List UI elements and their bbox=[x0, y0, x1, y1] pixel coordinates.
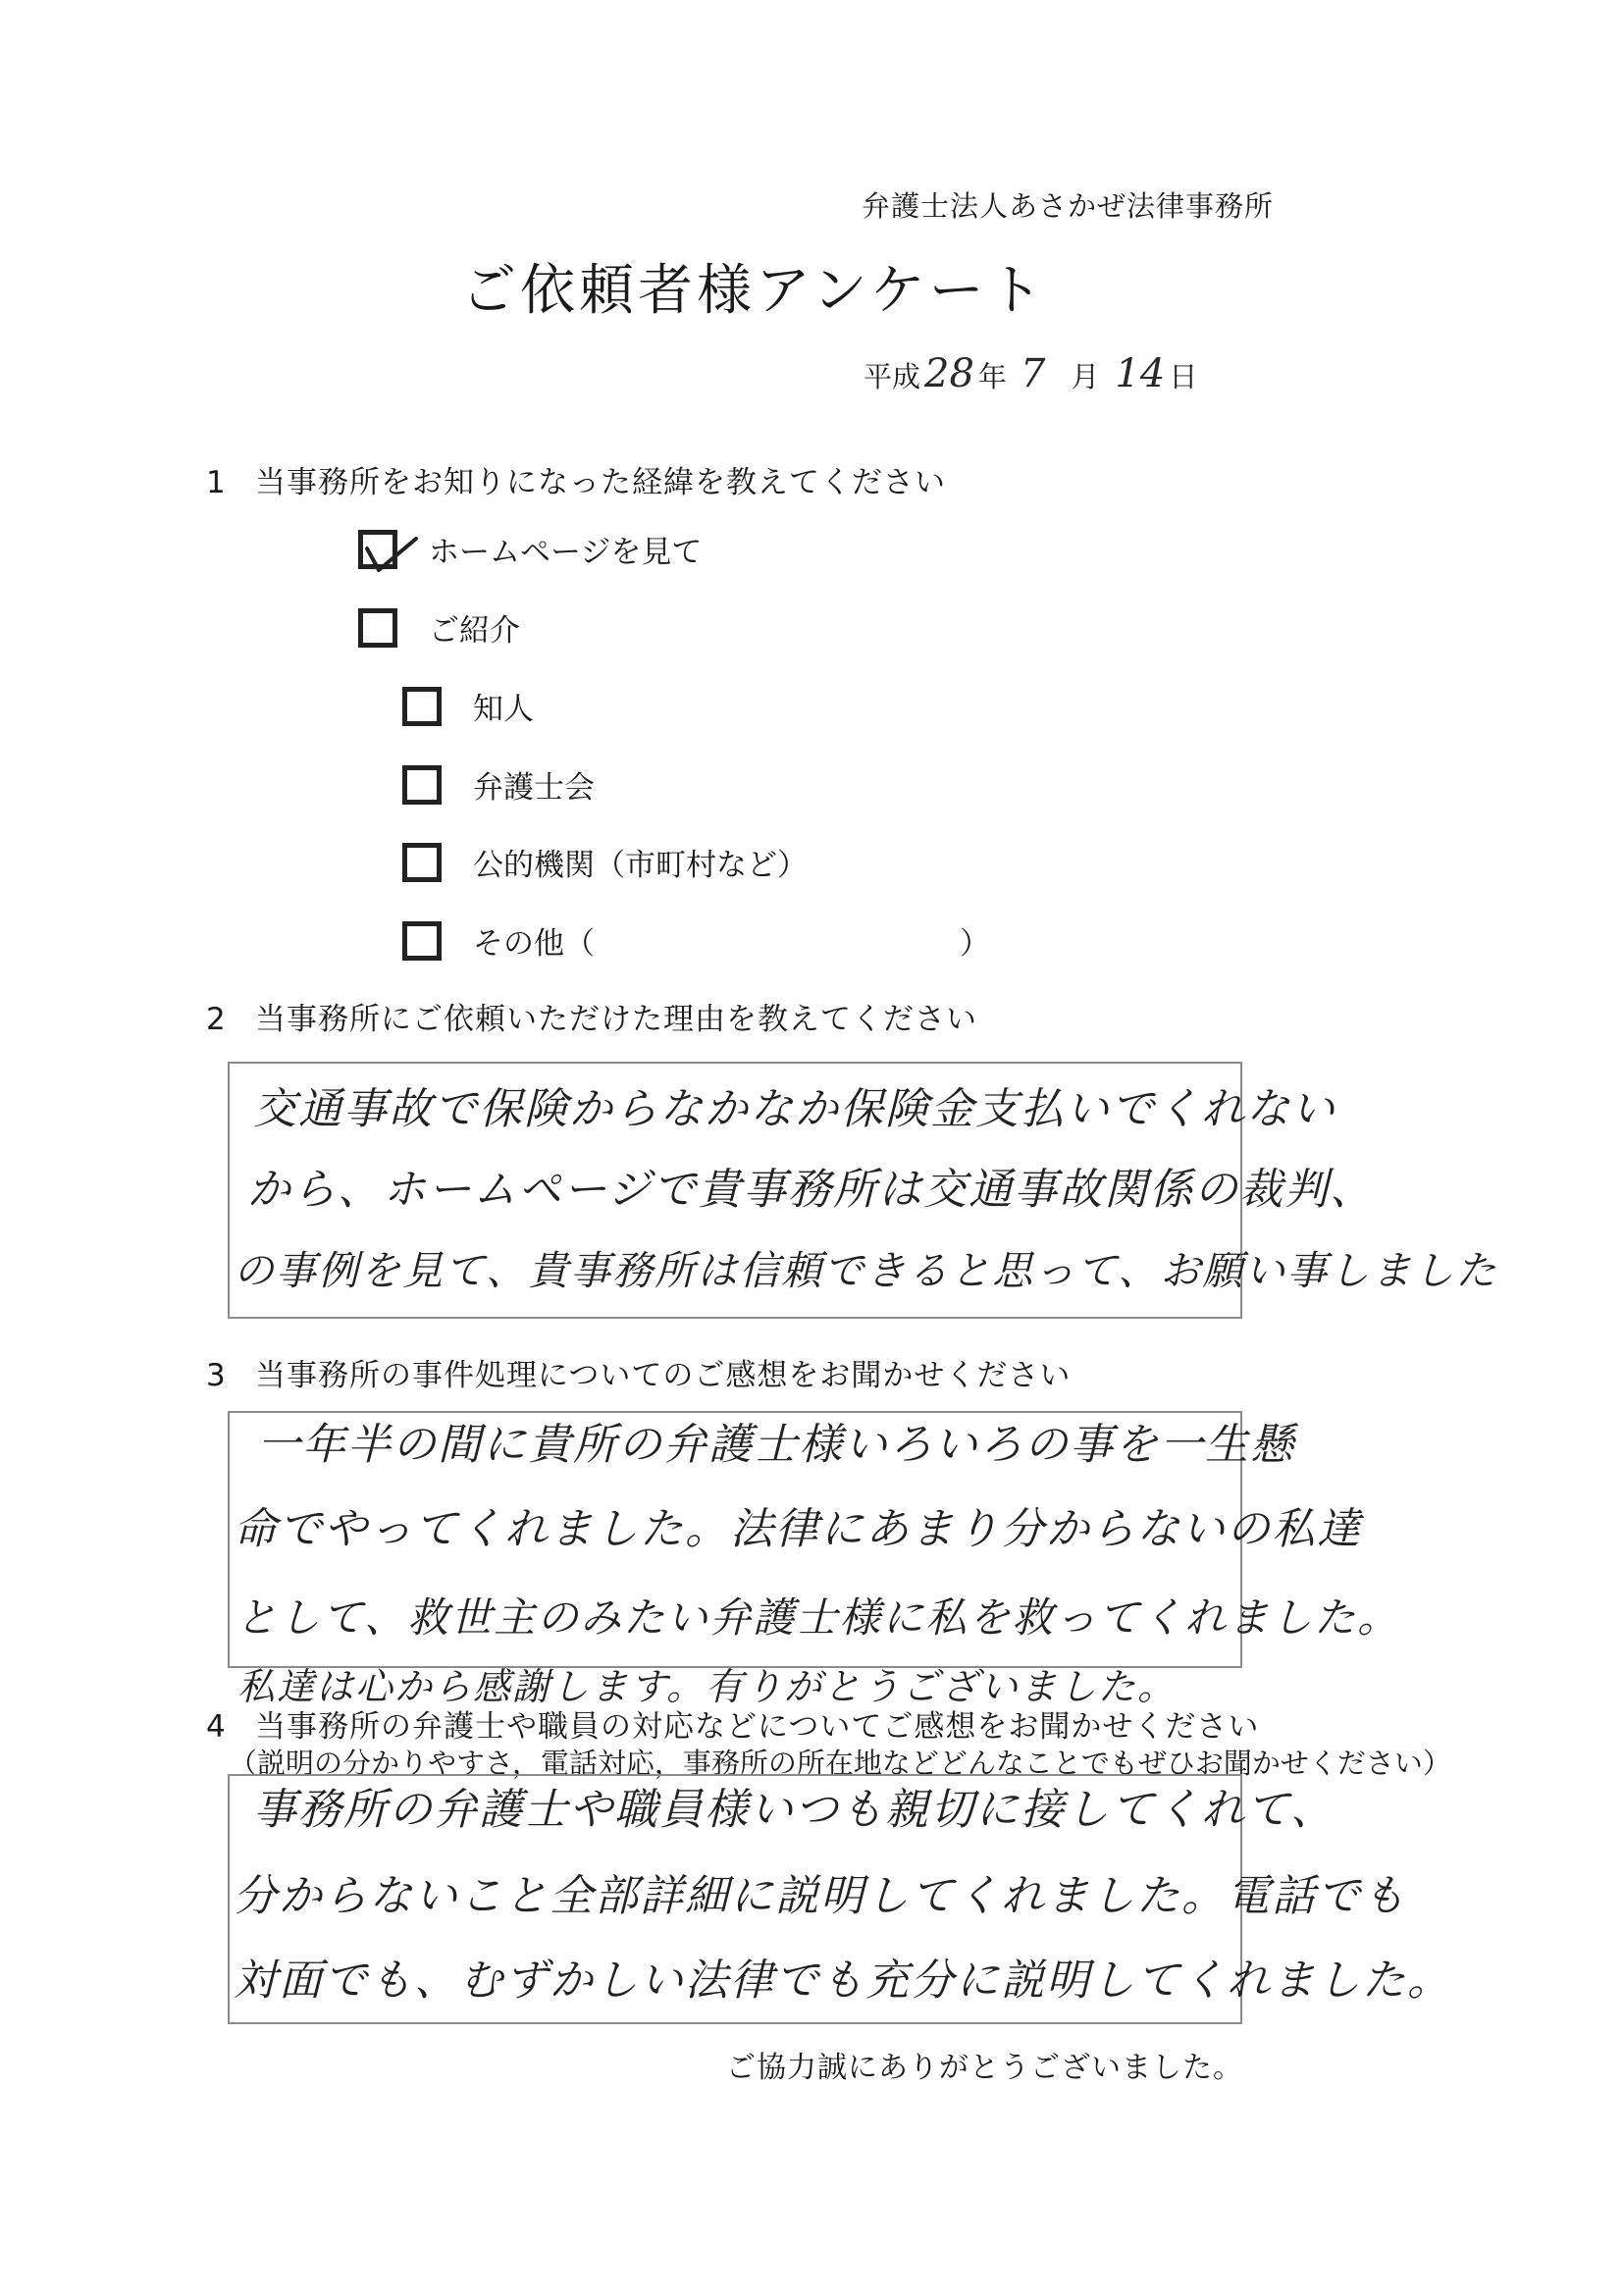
question-3-number: 3 bbox=[206, 1358, 227, 1393]
checkbox-public-agency[interactable] bbox=[402, 843, 442, 882]
answer-2-line-2: から、ホームページで貴事務所は交通事故関係の裁判、 bbox=[247, 1165, 1376, 1215]
date-day: 14 bbox=[1115, 351, 1166, 396]
question-2-text: 当事務所にご依頼いただけた理由を教えてください bbox=[255, 1002, 977, 1037]
answer-3-line-1: 一年半の間に貴所の弁護士様いろいろの事を一生懸 bbox=[257, 1420, 1295, 1470]
answer-3-line-3: として、救世主のみたい弁護士様に私を救ってくれました。 bbox=[236, 1593, 1401, 1642]
question-1 bbox=[206, 457, 946, 501]
option-bar-association[interactable] bbox=[402, 762, 595, 807]
checkbox-referral[interactable] bbox=[358, 608, 397, 648]
answer-4-line-1: 事務所の弁護士や職員様いつも親切に接してくれて、 bbox=[253, 1785, 1336, 1835]
date-line bbox=[864, 351, 1197, 396]
question-4-number: 4 bbox=[206, 1709, 227, 1745]
date-era: 平成 bbox=[864, 360, 921, 393]
question-4 bbox=[206, 1701, 1259, 1746]
date-day-unit: 日 bbox=[1169, 360, 1198, 393]
question-2-number: 2 bbox=[206, 1002, 227, 1037]
question-2 bbox=[206, 994, 977, 1038]
date-month: 7 bbox=[1020, 351, 1046, 396]
answer-3-line-2: 命でやってくれました。法律にあまり分からないの私達 bbox=[234, 1504, 1362, 1554]
option-referral[interactable] bbox=[358, 605, 520, 650]
question-1-text: 当事務所をお知りになった経緯を教えてください bbox=[255, 465, 946, 500]
date-year-unit: 年 bbox=[977, 360, 1007, 393]
answer-4-line-2: 分からないこと全部詳細に説明してくれました。電話でも bbox=[234, 1871, 1407, 1921]
answer-3-line-4: 私達は心から感謝します。有りがとうございました。 bbox=[237, 1665, 1177, 1708]
question-1-number: 1 bbox=[206, 465, 227, 500]
page-title: ご依頼者様アンケート bbox=[461, 259, 1047, 323]
thanks-message: ご協力誠にありがとうございました。 bbox=[726, 2051, 1243, 2085]
checkbox-acquaintance[interactable] bbox=[402, 687, 442, 726]
date-month-unit: 月 bbox=[1071, 360, 1100, 393]
checkbox-other[interactable] bbox=[402, 921, 442, 961]
option-bar-association-label: 弁護士会 bbox=[473, 770, 595, 806]
answer-4-line-3: 対面でも、むずかしい法律でも充分に説明してくれました。 bbox=[234, 1956, 1452, 2006]
option-acquaintance[interactable] bbox=[402, 684, 534, 728]
option-homepage-label: ホームページを見て bbox=[429, 535, 703, 570]
checkbox-bar-association[interactable] bbox=[402, 765, 442, 805]
date-year: 28 bbox=[924, 351, 974, 396]
option-other-label: その他（ ） bbox=[473, 926, 990, 962]
question-3-text: 当事務所の事件処理についてのご感想をお聞かせください bbox=[255, 1358, 1072, 1393]
option-other[interactable] bbox=[402, 918, 990, 963]
question-3 bbox=[206, 1350, 1071, 1394]
option-homepage[interactable] bbox=[358, 527, 702, 571]
question-4-text: 当事務所の弁護士や職員の対応などについてご感想をお聞かせください bbox=[255, 1709, 1260, 1745]
option-public-agency[interactable] bbox=[402, 840, 808, 884]
checkmark-icon bbox=[357, 525, 420, 580]
checkbox-homepage[interactable] bbox=[358, 530, 397, 569]
option-acquaintance-label: 知人 bbox=[473, 692, 534, 727]
answer-2-line-3: の事例を見て、貴事務所は信頼できると思って、お願い事しました bbox=[234, 1247, 1498, 1294]
answer-2-line-1: 交通事故で保険からなかなか保険金支払いでくれない bbox=[253, 1084, 1336, 1134]
option-public-agency-label: 公的機関（市町村など） bbox=[473, 848, 808, 883]
question-4-subtext: （説明の分かりやすさ，電話対応，事務所の所在地などどんなことでもぜひお聞かせください） bbox=[229, 1747, 1451, 1780]
firm-name: 弁護士法人あさかぜ法律事務所 bbox=[862, 189, 1275, 223]
option-referral-label: ご紹介 bbox=[429, 613, 520, 649]
